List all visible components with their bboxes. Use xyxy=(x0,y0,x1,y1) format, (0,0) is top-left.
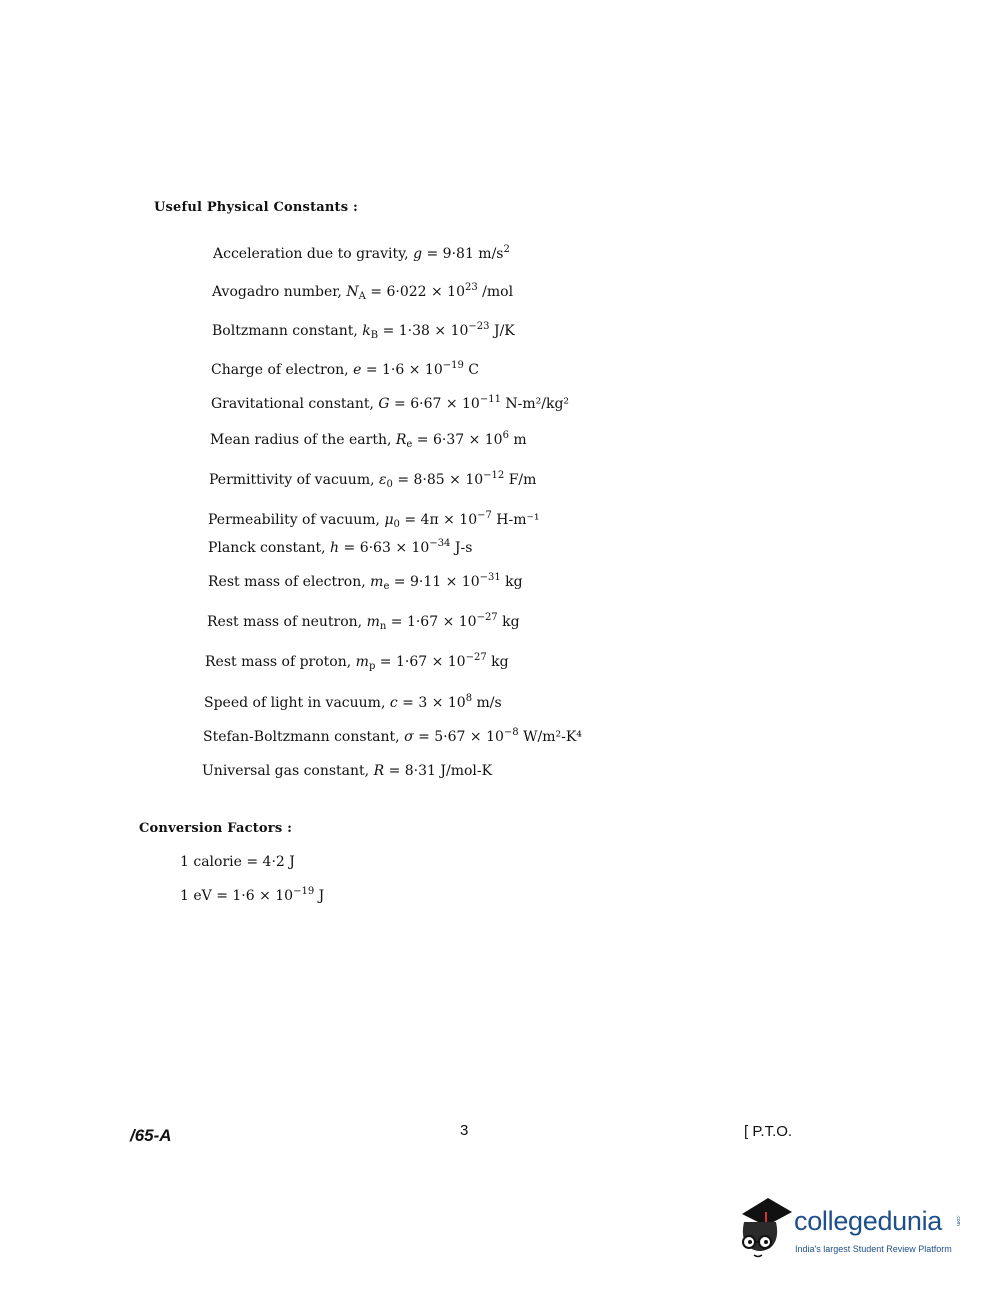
paper-code: /65-A xyxy=(130,1126,172,1145)
constant-symbol: R xyxy=(395,432,407,448)
constant-row: Planck constant, $h = 6\cdot 63 \times 10^{-34}$ J-s xyxy=(208,538,473,556)
constant-label: Avogadro number, xyxy=(212,284,342,300)
constant-row: Acceleration due to gravity, g = 9·81 $m/s^2$ xyxy=(213,244,510,262)
page-number: 3 xyxy=(460,1122,469,1139)
constant-symbol: g xyxy=(413,246,423,262)
constant-label: Mean radius of the earth, xyxy=(210,432,392,448)
constant-value: = 5·67 × 10 xyxy=(413,729,504,745)
constant-symbol: σ xyxy=(404,729,414,745)
constant-row: Gravitational constant, $G = 6\cdot 67 \times 10^{-11}$ N-m²/kg² xyxy=(211,394,570,412)
constant-value: = 8·31 J/mol-K xyxy=(384,763,493,779)
constant-symbol: G xyxy=(378,396,390,412)
constant-row: Stefan-Boltzmann constant, $\sigma = 5\cdot 67 \times 10^{-8}$ W/m²-K⁴ xyxy=(203,727,582,745)
constant-value: = 6·022 × 10 xyxy=(365,284,465,300)
constant-symbol: R xyxy=(373,763,385,779)
constant-label: Universal gas constant, xyxy=(202,763,370,779)
logo-suffix: .com xyxy=(955,1215,961,1226)
constant-label: Speed of light in vacuum, xyxy=(204,695,386,711)
logo-tagline: India's largest Student Review Platform xyxy=(795,1244,952,1254)
conversion-text: 1 eV = 1·6 × 10 xyxy=(180,888,294,904)
constant-label: Rest mass of electron, xyxy=(208,574,366,590)
constant-value: = 9·11 × 10 xyxy=(389,574,480,590)
constant-symbol: N xyxy=(346,284,359,300)
pto-marker: [ P.T.O. xyxy=(744,1123,793,1140)
constant-row: Rest mass of proton, $m_p = 1\cdot 67 \times 10^{-27}$ kg xyxy=(205,652,509,672)
constant-row: Boltzmann constant, $k_B = 1\cdot 38 \times 10^{-23}$ J/K xyxy=(212,321,515,341)
constant-label: Rest mass of neutron, xyxy=(207,614,363,630)
constant-symbol: k xyxy=(362,323,371,339)
constant-symbol: ε xyxy=(379,472,387,488)
constant-row: Rest mass of neutron, $m_n = 1\cdot 67 \times 10^{-27}$ kg xyxy=(207,612,520,632)
constant-value: = 8·85 × 10 xyxy=(392,472,484,488)
constant-row: Mean radius of the earth, $R_e = 6\cdot 37 \times 10^6$ m xyxy=(210,430,527,450)
constant-value: = 3 × 10 xyxy=(397,695,466,711)
constant-value: = 1·67 × 10 xyxy=(386,614,477,630)
constant-label: Acceleration due to gravity, xyxy=(213,246,409,262)
mascot-icon xyxy=(736,1196,794,1258)
constant-value: = 1·6 × 10 xyxy=(361,362,443,378)
constant-row: Permeability of vacuum, $\mu_0 = 4\pi \times 10^{-7}$ H-m⁻¹ xyxy=(208,510,540,530)
constant-value: = 4π × 10 xyxy=(399,512,478,528)
constant-row xyxy=(202,763,492,779)
constant-label: Charge of electron, xyxy=(211,362,349,378)
constant-row: Rest mass of electron, $m_e = 9\cdot 11 \times 10^{-31}$ kg xyxy=(208,572,523,592)
constant-row: Permittivity of vacuum, $\varepsilon_0 = 8\cdot 85 \times 10^{-12}$ F/m xyxy=(209,470,537,490)
constant-value: = 1·38 × 10 xyxy=(378,323,469,339)
conversion-row xyxy=(180,854,295,870)
conversion-row: 1 eV = $1\cdot 6 \times 10^{-19}$ J xyxy=(180,886,325,904)
constant-label: Stefan-Boltzmann constant, xyxy=(203,729,400,745)
constants-heading: Useful Physical Constants : xyxy=(154,200,358,215)
constant-label: Permeability of vacuum, xyxy=(208,512,380,528)
constant-label: Permittivity of vacuum, xyxy=(209,472,375,488)
constant-symbol: m xyxy=(355,654,369,670)
constant-value: = 6·63 × 10 xyxy=(339,540,430,556)
constant-symbol: h xyxy=(330,540,340,556)
conversion-text: 1 calorie = 4·2 J xyxy=(180,854,295,870)
constant-label: Planck constant, xyxy=(208,540,326,556)
conversion-heading: Conversion Factors : xyxy=(139,821,293,836)
constant-label: Gravitational constant, xyxy=(211,396,374,412)
constant-label: Boltzmann constant, xyxy=(212,323,358,339)
constant-symbol: μ xyxy=(384,512,394,528)
constant-row: Charge of electron, $e = 1\cdot 6 \times 10^{-19}$ C xyxy=(211,360,480,378)
constant-value: = 1·67 × 10 xyxy=(375,654,466,670)
collegedunia-logo xyxy=(736,1196,966,1266)
constant-symbol: c xyxy=(389,695,398,711)
logo-wordmark: collegedunia xyxy=(794,1206,943,1236)
constant-value: = 6·37 × 10 xyxy=(412,432,503,448)
constant-symbol: m xyxy=(366,614,380,630)
constant-row: Avogadro number, $N_A = 6\cdot 022 \times 10^{23}$ /mol xyxy=(212,282,514,302)
constant-symbol: m xyxy=(370,574,384,590)
constant-label: Rest mass of proton, xyxy=(205,654,352,670)
constant-value: = 6·67 × 10 xyxy=(389,396,480,412)
constant-symbol: e xyxy=(353,362,362,378)
constant-value: = 9·81 m/s xyxy=(422,246,504,262)
constant-row: Speed of light in vacuum, $c = 3 \times 10^8$ m/s xyxy=(204,693,502,711)
